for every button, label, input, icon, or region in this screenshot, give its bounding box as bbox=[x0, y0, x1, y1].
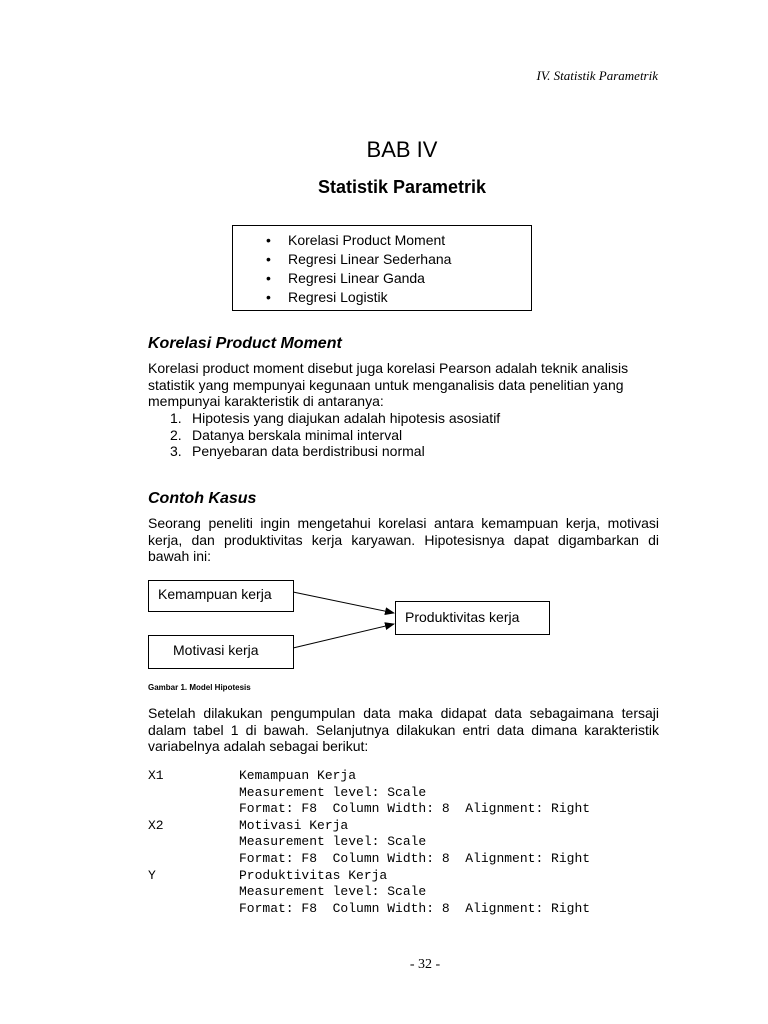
variable-row bbox=[148, 818, 590, 835]
topic-item bbox=[266, 231, 531, 250]
variable-name: Motivasi Kerja bbox=[239, 817, 349, 833]
section-contoh-paragraph: Seorang peneliti ingin mengetahui korelasi antara kemampuan kerja, motivasi kerja, dan produktivitas kerja karyawan. Hipotesisnya dapat digambarkan di bawah ini: bbox=[148, 515, 659, 564]
section-korelasi-paragraph: Korelasi product moment disebut juga korelasi Pearson adalah teknik analisis statistik yang mempunyai kegunaan untuk menganalisis data penelitian yang mempunyai karakteristik di antaranya: bbox=[148, 360, 629, 409]
data-entry-paragraph: Setelah dilakukan pengumpulan data maka didapat data sebagaimana tersaji dalam tabel 1 di bawah. Selanjutnya dilakukan entri data dimana karakteristik variabelnya adalah sebagai berikut: bbox=[148, 705, 659, 754]
variable-row bbox=[148, 768, 590, 785]
variable-format: Format: F8 Column Width: 8 Alignment: Right bbox=[239, 801, 591, 817]
list-item bbox=[170, 427, 500, 444]
variable-level: Measurement level: Scale bbox=[239, 884, 427, 900]
topic-item bbox=[266, 269, 531, 288]
variable-row bbox=[148, 834, 590, 851]
variable-level: Measurement level: Scale bbox=[239, 784, 427, 800]
running-header: IV. Statistik Parametrik bbox=[536, 68, 658, 83]
list-number: 3. bbox=[170, 443, 182, 459]
topic-item bbox=[266, 250, 531, 269]
box-produktivitas-kerja: Produktivitas kerja bbox=[395, 601, 550, 635]
topic-text: Regresi Linear Ganda bbox=[288, 270, 425, 286]
list-item bbox=[170, 410, 500, 427]
variable-row bbox=[148, 901, 590, 918]
list-text: Datanya berskala minimal interval bbox=[192, 426, 403, 443]
figure-caption: Gambar 1. Model Hipotesis bbox=[148, 683, 251, 692]
bullet-icon: • bbox=[266, 270, 271, 286]
variable-code: X1 bbox=[148, 768, 164, 783]
variable-format: Format: F8 Column Width: 8 Alignment: Right bbox=[239, 900, 591, 916]
list-item bbox=[170, 443, 500, 460]
bullet-icon: • bbox=[266, 289, 271, 305]
topic-text: Korelasi Product Moment bbox=[288, 232, 446, 248]
variable-row bbox=[148, 801, 590, 818]
section-heading-contoh-kasus: Contoh Kasus bbox=[148, 490, 257, 507]
box-motivasi-kerja: Motivasi kerja bbox=[148, 635, 294, 669]
list-number: 2. bbox=[170, 426, 182, 443]
list-number: 1. bbox=[170, 410, 182, 426]
variable-row bbox=[148, 785, 590, 802]
chapter-subtitle: Statistik Parametrik bbox=[317, 177, 487, 197]
variable-code: Y bbox=[148, 867, 156, 883]
bullet-icon: • bbox=[266, 251, 271, 267]
chapter-topics-box bbox=[232, 225, 532, 311]
variable-format: Format: F8 Column Width: 8 Alignment: Right bbox=[239, 850, 591, 866]
variable-name: Produktivitas Kerja bbox=[239, 867, 388, 883]
box-kemampuan-kerja: Kemampuan kerja bbox=[148, 580, 294, 612]
arrow-kemampuan-to-produktivitas bbox=[293, 592, 394, 613]
variable-name: Kemampuan Kerja bbox=[239, 768, 357, 783]
list-text: Penyebaran data berdistribusi normal bbox=[192, 443, 425, 459]
topic-item bbox=[266, 288, 531, 307]
page-number: - 32 - bbox=[409, 957, 441, 972]
variable-row bbox=[148, 851, 590, 868]
variable-row bbox=[148, 868, 590, 885]
variable-definitions bbox=[148, 768, 590, 917]
variable-code: X2 bbox=[148, 817, 164, 833]
section-heading-korelasi: Korelasi Product Moment bbox=[148, 335, 342, 352]
chapter-title: BAB IV bbox=[366, 137, 438, 162]
topics-list bbox=[233, 226, 531, 307]
variable-row bbox=[148, 884, 590, 901]
topic-text: Regresi Logistik bbox=[288, 289, 388, 305]
bullet-icon: • bbox=[266, 232, 271, 248]
arrow-motivasi-to-produktivitas bbox=[293, 624, 394, 648]
characteristics-list bbox=[170, 410, 500, 460]
list-text: Hipotesis yang diajukan adalah hipotesis asosiatif bbox=[192, 410, 501, 426]
topic-text: Regresi Linear Sederhana bbox=[288, 251, 452, 267]
variable-level: Measurement level: Scale bbox=[239, 834, 427, 850]
